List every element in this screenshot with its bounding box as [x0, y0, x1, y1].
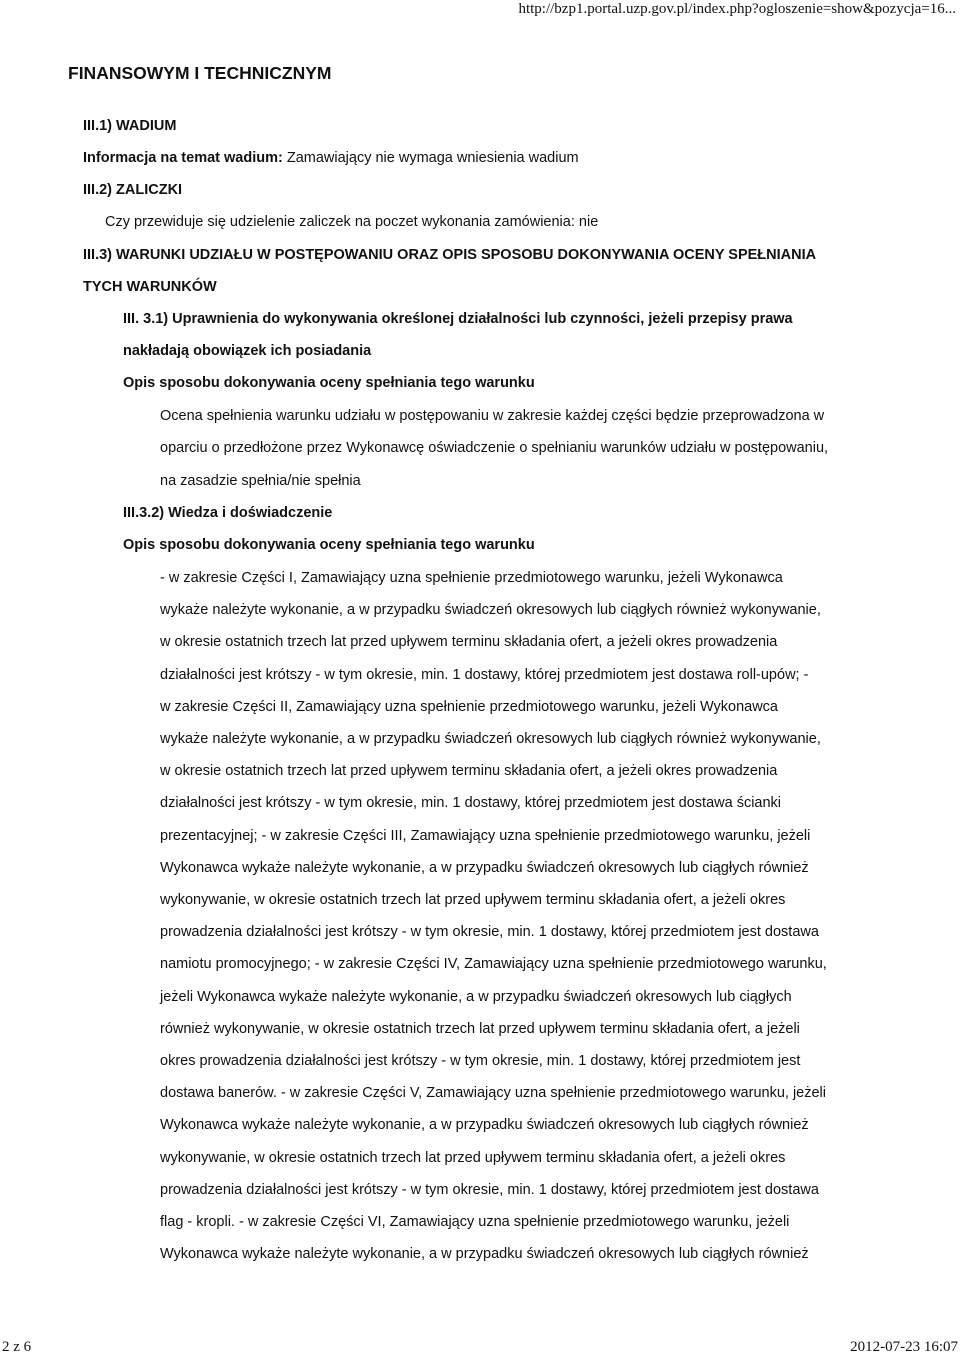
text-line: namiotu promocyjnego; - w zakresie Części IV, Zamawiający uzna spełnienie przedmiotowego warunku,: [160, 956, 827, 973]
text-line: wykonywanie, w okresie ostatnich trzech lat przed upływem terminu składania ofert, a jeżeli okres: [160, 1149, 786, 1166]
text-line: prowadzenia działalności jest krótszy - w tym okresie, min. 1 dostawy, której przedmiotem jest dostawa: [160, 1181, 819, 1198]
zaliczki-label: Czy przewiduje się udzielenie zaliczek na poczet wykonania zamówienia:: [105, 214, 575, 230]
text-line: również wykonywanie, w okresie ostatnich trzech lat przed upływem terminu składania ofert, a jeżeli: [160, 1020, 800, 1037]
wadium-info: [83, 148, 579, 168]
wadium-title: III.1) WADIUM: [83, 118, 177, 134]
text-line: prowadzenia działalności jest krótszy - w tym okresie, min. 1 dostawy, której przedmiotem jest dostawa: [160, 924, 819, 941]
zaliczki-value: nie: [574, 214, 599, 230]
text-line: Ocena spełnienia warunku udziału w postępowaniu w zakresie każdej części będzie przeprowadzona w: [160, 408, 825, 424]
text-line: - w zakresie Części I, Zamawiający uzna spełnienie przedmiotowego warunku, jeżeli Wykonawca: [160, 570, 783, 586]
wiedza-title: III.3.2) Wiedza i doświadczenie: [123, 505, 333, 521]
zaliczki-title: III.2) ZALICZKI: [83, 182, 183, 198]
text-line: okres prowadzenia działalności jest krótszy - w tym okresie, min. 1 dostawy, której przedmiotem jest: [160, 1053, 801, 1069]
zaliczki-question: [105, 212, 598, 232]
warunki-title-line: TYCH WARUNKÓW: [83, 279, 217, 295]
wadium-value: Zamawiający nie wymaga wniesienia wadium: [282, 150, 579, 166]
text-line: jeżeli Wykonawca wykaże należyte wykonanie, a w przypadku świadczeń okresowych lub ciągłych: [160, 988, 792, 1005]
text-line: wykonywanie, w okresie ostatnich trzech lat przed upływem terminu składania ofert, a jeżeli okres: [160, 892, 786, 908]
text-line: Wykonawca wykaże należyte wykonanie, a w przypadku świadczeń okresowych lub ciągłych również: [160, 859, 809, 876]
uprawnienia-opis-label: Opis sposobu dokonywania oceny spełniania tego warunku: [123, 375, 535, 391]
text-line: na zasadzie spełnia/nie spełnia: [160, 472, 361, 489]
text-line: działalności jest krótszy - w tym okresie, min. 1 dostawy, której przedmiotem jest dostawa roll-upów; -: [160, 666, 809, 683]
text-line: flag - kropli. - w zakresie Części VI, Zamawiający uzna spełnienie przedmiotowego warunku, jeżeli: [160, 1214, 790, 1230]
text-line: oparciu o przedłożone przez Wykonawcę oświadczenie o spełnianiu warunków udziału w postępowaniu,: [160, 440, 829, 457]
text-line: w okresie ostatnich trzech lat przed upływem terminu składania ofert, a jeżeli okres prowadzenia: [160, 763, 778, 780]
text-line: wykaże należyte wykonanie, a w przypadku świadczeń okresowych lub ciągłych również wykonywanie,: [160, 731, 821, 747]
page-number: 2 z 6: [2, 1339, 32, 1355]
print-datetime: 2012-07-23 16:07: [850, 1339, 958, 1355]
text-line: Wykonawca wykaże należyte wykonanie, a w przypadku świadczeń okresowych lub ciągłych również: [160, 1117, 809, 1134]
text-line: wykaże należyte wykonanie, a w przypadku świadczeń okresowych lub ciągłych również wykonywanie,: [160, 602, 821, 619]
wiedza-opis-label: Opis sposobu dokonywania oceny spełniania tego warunku: [123, 537, 535, 553]
text-line: w zakresie Części II, Zamawiający uzna spełnienie przedmiotowego warunku, jeżeli Wykonawca: [160, 698, 778, 715]
text-line: dostawa banerów. - w zakresie Części V, Zamawiający uzna spełnienie przedmiotowego warunku, jeżeli: [160, 1085, 826, 1102]
uprawnienia-title-line: nakładają obowiązek ich posiadania: [123, 343, 372, 359]
page-url: http://bzp1.portal.uzp.gov.pl/index.php?ogloszenie=show&pozycja=16...: [518, 1, 956, 17]
text-line: Wykonawca wykaże należyte wykonanie, a w przypadku świadczeń okresowych lub ciągłych również: [160, 1246, 809, 1263]
text-line: prezentacyjnej; - w zakresie Części III, Zamawiający uzna spełnienie przedmiotowego warunku, jeżeli: [160, 827, 811, 844]
section-title: FINANSOWYM I TECHNICZNYM: [68, 63, 332, 83]
text-line: w okresie ostatnich trzech lat przed upływem terminu składania ofert, a jeżeli okres prowadzenia: [160, 634, 778, 651]
wadium-label: Informacja na temat wadium:: [83, 150, 283, 166]
text-line: działalności jest krótszy - w tym okresie, min. 1 dostawy, której przedmiotem jest dostawa ścianki: [160, 795, 782, 812]
warunki-title-line: III.3) WARUNKI UDZIAŁU W POSTĘPOWANIU ORAZ OPIS SPOSOBU DOKONYWANIA OCENY SPEŁNIANIA: [83, 247, 817, 263]
uprawnienia-title-line: III. 3.1) Uprawnienia do wykonywania określonej działalności lub czynności, jeżeli przepisy prawa: [123, 311, 793, 327]
